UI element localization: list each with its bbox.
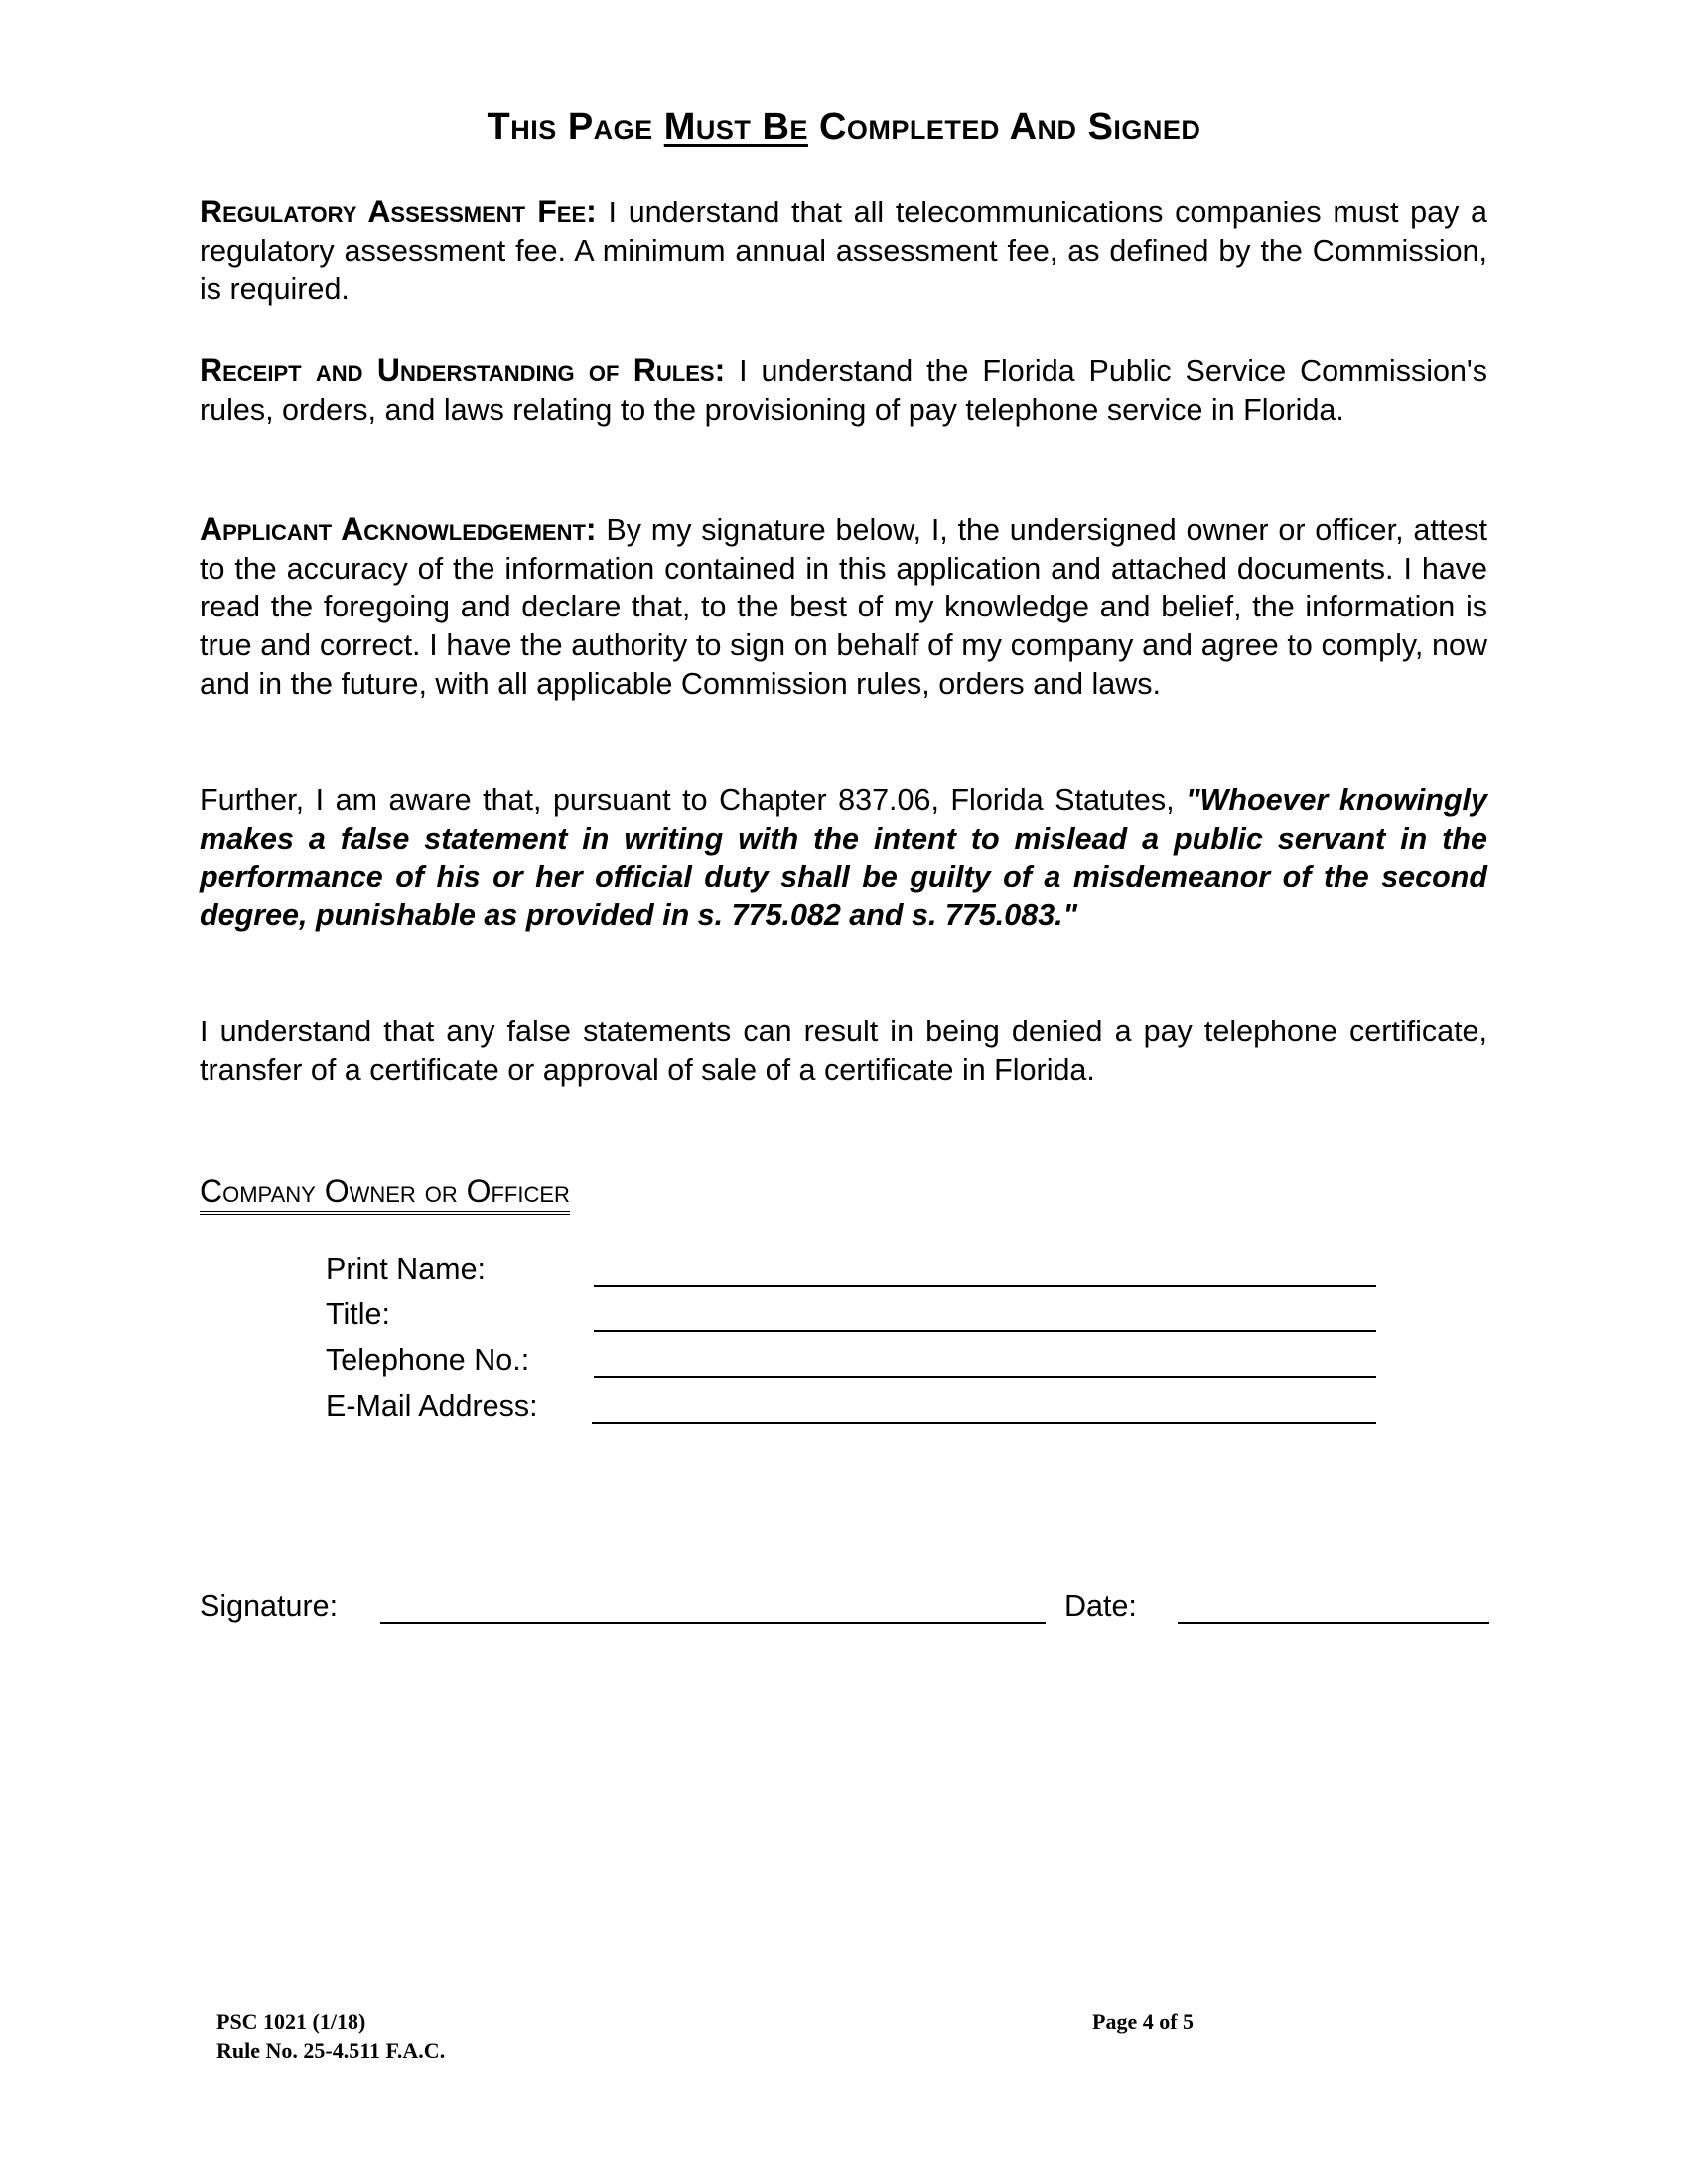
receipt-rules-paragraph [200, 351, 1487, 429]
print-name-field [326, 1249, 1378, 1295]
email-label: E-Mail Address: [326, 1389, 538, 1423]
signature-label: Signature: [200, 1589, 339, 1623]
florida-statutes-text: Further, I am aware that, pursuant to Chapter 837.06, Florida Statutes, [200, 783, 1187, 817]
regulatory-assessment-heading: Regulatory Assessment Fee: [200, 194, 597, 229]
title-field [326, 1295, 1378, 1340]
applicant-acknowledgement-paragraph [200, 510, 1487, 704]
regulatory-assessment-text: I understand that all telecommunications companies must pay a regulatory assessment fee. A minimum annual assessment fee, as defined by the Commission, is required. [200, 196, 1487, 307]
false-statement-text: I understand that any false statements can result in being denied a pay telephone certificate, transfer of a certificate or approval of sale of a certificate in Florida. [200, 1015, 1487, 1087]
date-label: Date: [1064, 1589, 1137, 1623]
date-input-line[interactable] [1178, 1622, 1489, 1624]
receipt-rules-heading: Receipt and Understanding of Rules: [200, 352, 726, 388]
florida-statutes-quote: "Whoever knowingly makes a false statement in writing with the intent to mislead a public servant in the performance of his or her official duty shall be guilty of a misdemeanor of the second degree, punishable as provided in s. 775.082 and s. 775.083." [200, 783, 1487, 933]
title-part-1: This Page [487, 106, 664, 148]
applicant-acknowledgement-text: By my signature below, I, the undersigned owner or officer, attest to the accuracy of the information contained in this application and attached documents. I have read the foregoing and declare that, to the best of my knowledge and belief, the information is true and correct. I have the authority to sign on behalf of my company and agree to comply, now and in the future, with all applicable Commission rules, orders and laws. [200, 513, 1488, 701]
print-name-input-line[interactable] [594, 1285, 1376, 1287]
telephone-input-line[interactable] [594, 1376, 1376, 1378]
telephone-label: Telephone No.: [326, 1343, 530, 1377]
title-label: Title: [326, 1297, 390, 1331]
footer-page-number: Page 4 of 5 [1092, 2009, 1195, 2034]
receipt-rules-text: I understand the Florida Public Service Commission's rules, orders, and laws relating to the provisioning of pay telephone service in Florida. [200, 354, 1487, 427]
email-input-line[interactable] [592, 1422, 1376, 1424]
florida-statutes-paragraph [200, 781, 1487, 935]
page-title [0, 102, 1688, 152]
applicant-acknowledgement-heading: Applicant Acknowledgement: [200, 511, 597, 547]
footer-form-number: PSC 1021 (1/18) [216, 2009, 366, 2034]
signature-input-line[interactable] [380, 1622, 1046, 1624]
title-input-line[interactable] [594, 1330, 1376, 1332]
regulatory-assessment-paragraph [200, 193, 1487, 309]
telephone-field [326, 1340, 1378, 1386]
title-part-3: Completed And Signed [807, 106, 1201, 148]
print-name-label: Print Name: [326, 1252, 487, 1286]
footer-rule-number: Rule No. 25-4.511 F.A.C. [216, 2038, 446, 2063]
title-part-2-underlined: Must Be [663, 106, 808, 148]
email-field [326, 1386, 1378, 1432]
company-owner-heading: Company Owner or Officer [200, 1171, 570, 1215]
false-statement-paragraph [200, 1013, 1487, 1089]
